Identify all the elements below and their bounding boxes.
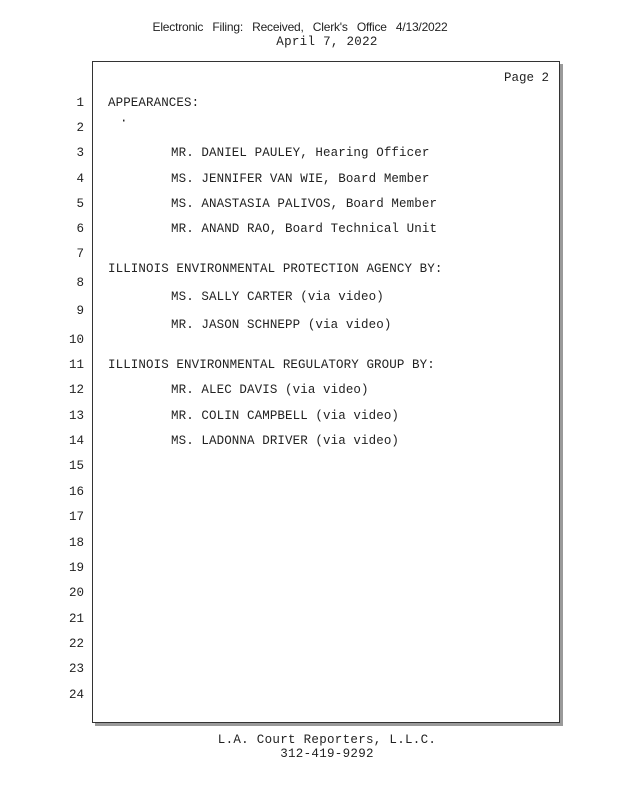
line-number: 4 bbox=[76, 172, 84, 186]
appearance-hearing-officer: MR. DANIEL PAULEY, Hearing Officer bbox=[171, 146, 430, 160]
line-number: 13 bbox=[68, 409, 84, 423]
line-number: 16 bbox=[68, 485, 84, 499]
line-number: 8 bbox=[76, 276, 84, 290]
line-number: 20 bbox=[68, 586, 84, 600]
line-number: 11 bbox=[68, 358, 84, 372]
epa-attendee: MR. JASON SCHNEPP (via video) bbox=[171, 318, 392, 332]
ierg-heading: ILLINOIS ENVIRONMENTAL REGULATORY GROUP BY: bbox=[108, 358, 435, 372]
line-number: 15 bbox=[68, 459, 84, 473]
epa-attendee: MS. SALLY CARTER (via video) bbox=[171, 290, 384, 304]
line-number: 17 bbox=[68, 510, 84, 524]
footer-phone: 312-419-9292 bbox=[280, 747, 374, 761]
line-number: 3 bbox=[76, 146, 84, 160]
line-number: 6 bbox=[76, 222, 84, 236]
transcript-date: April 7, 2022 bbox=[276, 35, 378, 49]
epa-heading: ILLINOIS ENVIRONMENTAL PROTECTION AGENCY BY: bbox=[108, 262, 443, 276]
line-number: 12 bbox=[68, 383, 84, 397]
filing-stamp: Electronic Filing: Received, Clerk's Office 4/13/2022 bbox=[152, 20, 448, 34]
line-number: 14 bbox=[68, 434, 84, 448]
appearance-technical-unit: MR. ANAND RAO, Board Technical Unit bbox=[171, 222, 438, 236]
appearance-board-member: MS. JENNIFER VAN WIE, Board Member bbox=[171, 172, 430, 186]
line-number: 5 bbox=[76, 197, 84, 211]
line-number: 7 bbox=[76, 247, 84, 261]
line-number: 21 bbox=[68, 612, 84, 626]
ierg-attendee: MR. COLIN CAMPBELL (via video) bbox=[171, 409, 400, 423]
ierg-attendee: MS. LADONNA DRIVER (via video) bbox=[171, 434, 400, 448]
footer-company: L.A. Court Reporters, L.L.C. bbox=[217, 733, 437, 747]
line-number: 19 bbox=[68, 561, 84, 575]
stray-mark: · bbox=[120, 114, 128, 128]
line-number: 2 bbox=[76, 121, 84, 135]
line-number: 24 bbox=[68, 688, 84, 702]
line-number: 22 bbox=[68, 637, 84, 651]
appearance-board-member: MS. ANASTASIA PALIVOS, Board Member bbox=[171, 197, 438, 211]
line-number: 23 bbox=[68, 662, 84, 676]
page-number: Page 2 bbox=[504, 71, 550, 85]
line-number: 9 bbox=[76, 304, 84, 318]
appearances-heading: APPEARANCES: bbox=[108, 96, 200, 110]
line-number: 18 bbox=[68, 536, 84, 550]
line-number: 10 bbox=[68, 333, 84, 347]
ierg-attendee: MR. ALEC DAVIS (via video) bbox=[171, 383, 369, 397]
line-number: 1 bbox=[76, 96, 84, 110]
